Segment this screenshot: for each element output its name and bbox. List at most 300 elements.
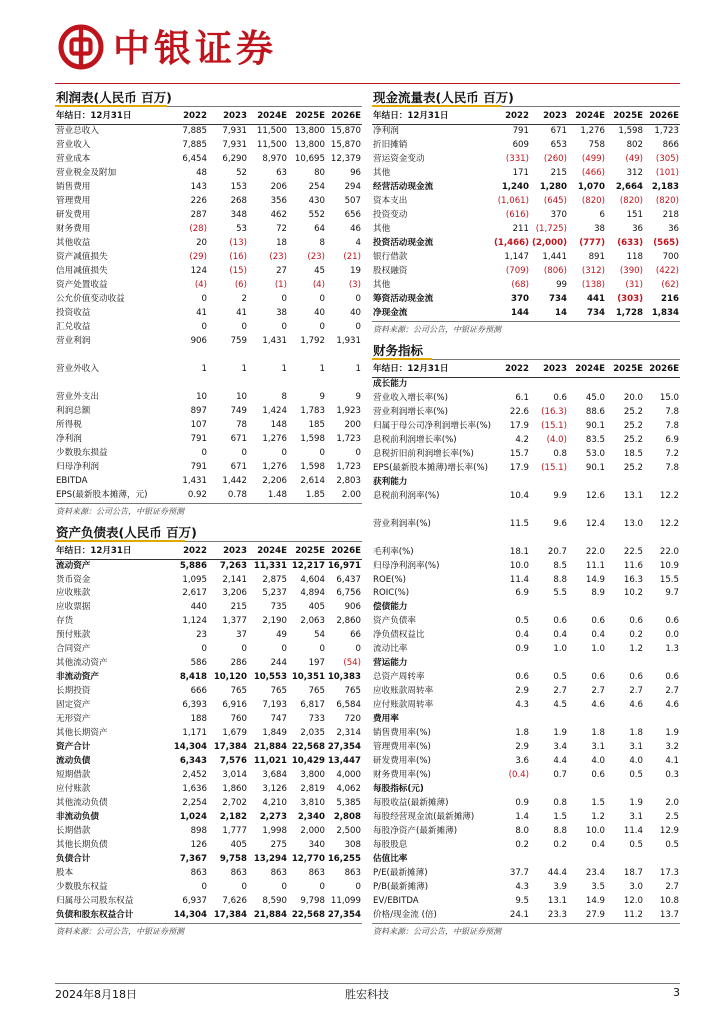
table-row — [55, 699, 362, 713]
table-row — [372, 279, 680, 293]
row-label-cell: 其他长期负债 — [56, 840, 108, 851]
row-label-cell — [55, 377, 171, 391]
table-row — [55, 251, 362, 265]
value-cell: 0 — [281, 293, 287, 304]
value-cell: 4.6 — [591, 700, 605, 711]
value-cell: 0.8 — [553, 448, 567, 459]
value-cell: 0.5 — [629, 770, 643, 781]
value-cell: 37 — [236, 630, 247, 641]
table-row — [55, 223, 362, 237]
table-header-row — [372, 110, 680, 124]
row-label-cell: 获利能力 — [373, 476, 408, 487]
value-cell: 3.4 — [553, 742, 567, 753]
value-cell: 22.0 — [659, 546, 679, 557]
row-label-cell: 每股股息 — [373, 840, 408, 851]
value-cell: 3.2 — [665, 742, 679, 753]
table-row — [372, 783, 680, 797]
value-cell: 16,255 — [327, 854, 361, 865]
value-cell: (633) — [617, 237, 643, 248]
table-row — [372, 265, 680, 279]
table-row — [372, 139, 680, 153]
header-label-cell: 年结日：12月31日 — [56, 545, 132, 556]
value-cell — [606, 532, 644, 546]
value-cell: 20.7 — [547, 546, 567, 557]
table-row — [55, 825, 362, 839]
value-cell: 0 — [355, 882, 361, 893]
value-cell: 153 — [230, 181, 247, 192]
right-column — [372, 90, 680, 940]
value-cell: 3.1 — [591, 742, 605, 753]
row-label-cell: 筹资活动现金流 — [373, 293, 434, 304]
value-cell: 0 — [319, 644, 325, 655]
value-cell: (1) — [274, 279, 287, 290]
value-cell: (1,061) — [497, 195, 529, 206]
table-row — [55, 321, 362, 335]
table-row — [55, 671, 362, 685]
table-row — [55, 489, 362, 503]
value-cell: 10,695 — [294, 153, 325, 164]
row-label-cell: 营业总收入 — [56, 125, 99, 136]
value-cell: 53 — [236, 223, 247, 234]
footer-page-number: 3 — [673, 986, 680, 999]
value-cell: 14.9 — [585, 574, 605, 585]
row-label-cell: 其他 — [373, 167, 391, 178]
value-cell: 9.6 — [553, 518, 567, 529]
value-cell: (2,000) — [531, 237, 567, 248]
table-row — [55, 265, 362, 279]
row-label-cell: 财务费用率(%) — [373, 770, 431, 781]
table-row — [372, 532, 680, 546]
value-cell — [208, 377, 248, 391]
value-cell: 863 — [230, 868, 247, 879]
value-cell: 0 — [281, 644, 287, 655]
value-cell: 2.7 — [591, 686, 605, 697]
value-cell: (260) — [543, 153, 567, 164]
row-label-cell: 销售费用率(%) — [373, 728, 431, 739]
value-cell: 9.9 — [553, 490, 567, 501]
value-cell: 1,723 — [336, 433, 361, 444]
value-cell: 36 — [668, 223, 679, 234]
value-cell: (54) — [343, 658, 361, 669]
value-cell: 1,276 — [262, 461, 287, 472]
value-cell: 13.1 — [623, 490, 643, 501]
table-row — [55, 349, 362, 363]
value-cell: 666 — [190, 686, 207, 697]
value-cell — [492, 853, 530, 867]
value-cell: 3.9 — [553, 882, 567, 893]
value-cell: 1,636 — [182, 784, 207, 795]
value-cell: 1,095 — [182, 574, 207, 585]
value-cell: (4) — [312, 279, 325, 290]
value-cell: 144 — [511, 307, 529, 318]
section-rule — [55, 541, 362, 542]
row-label-cell: 固定资产 — [56, 700, 91, 711]
value-cell: 90.1 — [585, 420, 605, 431]
table-row — [372, 167, 680, 181]
value-cell: 15.7 — [509, 448, 529, 459]
value-cell: 9,798 — [300, 896, 325, 907]
value-cell: 11.6 — [623, 560, 643, 571]
row-label-cell: 股本 — [56, 868, 74, 879]
value-cell: 12.2 — [659, 518, 679, 529]
value-cell: 24.1 — [509, 910, 529, 921]
value-cell: 27 — [276, 265, 287, 276]
value-cell: 1.8 — [591, 728, 605, 739]
value-cell: (820) — [655, 195, 679, 206]
value-cell: 3.1 — [629, 742, 643, 753]
value-cell: 6.1 — [515, 392, 529, 403]
table-row — [55, 559, 362, 573]
value-cell — [530, 532, 568, 546]
value-cell: 2,273 — [259, 812, 287, 823]
value-cell: 6,584 — [336, 700, 361, 711]
value-cell: 0 — [201, 293, 207, 304]
value-cell: 268 — [230, 195, 247, 206]
value-cell: 1,377 — [222, 616, 247, 627]
value-cell: 12.2 — [659, 490, 679, 501]
value-cell: 2,254 — [182, 798, 207, 809]
table-row — [55, 167, 362, 181]
value-cell: 9.5 — [515, 896, 529, 907]
value-cell: (820) — [619, 195, 643, 206]
value-cell: 11.4 — [623, 826, 643, 837]
table-row — [372, 769, 680, 783]
value-cell: 734 — [549, 293, 567, 304]
value-cell: 791 — [190, 461, 207, 472]
value-cell: (62) — [661, 279, 679, 290]
value-cell: 0.6 — [591, 616, 605, 627]
value-cell: 2.9 — [515, 686, 529, 697]
value-cell: 4.6 — [629, 700, 643, 711]
value-cell: 897 — [190, 405, 207, 416]
value-cell: 126 — [190, 840, 207, 851]
value-cell: (331) — [505, 153, 529, 164]
value-cell: 211 — [512, 223, 529, 234]
table-row — [372, 546, 680, 560]
row-label-cell — [55, 349, 171, 363]
value-cell — [606, 713, 644, 727]
value-cell: 0 — [241, 882, 247, 893]
value-cell: 124 — [190, 265, 207, 276]
header-year-cell: 2025E — [295, 111, 325, 121]
value-cell: 2,500 — [336, 826, 361, 837]
row-label-cell: 负债合计 — [56, 854, 91, 865]
value-cell: 653 — [550, 139, 567, 150]
value-cell: 4.3 — [515, 882, 529, 893]
row-label-cell: 经营活动现金流 — [373, 181, 434, 192]
value-cell: 17.9 — [509, 420, 529, 431]
value-cell: 370 — [550, 209, 567, 220]
value-cell: 2.7 — [665, 686, 679, 697]
value-cell: 72 — [276, 223, 287, 234]
value-cell: 0 — [281, 447, 287, 458]
value-cell: 9 — [319, 391, 325, 402]
value-cell: 8.0 — [515, 826, 529, 837]
value-cell: 1,834 — [651, 307, 679, 318]
value-cell: 0.6 — [553, 392, 567, 403]
bank-of-china-logo-icon — [58, 24, 104, 70]
value-cell: 171 — [512, 167, 529, 178]
table-row — [55, 755, 362, 769]
value-cell: (777) — [579, 237, 605, 248]
table-row — [372, 574, 680, 588]
header-year-cell: 2022 — [505, 363, 529, 374]
value-cell: (21) — [343, 251, 361, 262]
value-cell: 1.0 — [591, 644, 605, 655]
value-cell: (709) — [505, 265, 529, 276]
value-cell: 45.0 — [585, 392, 605, 403]
row-label-cell: 少数股东损益 — [56, 447, 108, 458]
value-cell: 0.78 — [227, 489, 247, 500]
balance-sheet-table — [55, 545, 362, 924]
value-cell: 10,429 — [291, 756, 325, 767]
value-cell: 0.7 — [553, 770, 567, 781]
value-cell: 215 — [230, 602, 247, 613]
value-cell: (23) — [307, 251, 325, 262]
value-cell — [568, 504, 606, 518]
value-cell: 441 — [587, 293, 605, 304]
value-cell: 1,424 — [262, 405, 287, 416]
value-cell: 405 — [308, 602, 325, 613]
value-cell: 7,931 — [222, 139, 247, 150]
table-row — [372, 825, 680, 839]
row-label-cell: 估值比率 — [373, 854, 408, 865]
value-cell: 0 — [241, 321, 247, 332]
row-label-cell: 流动比率 — [373, 644, 408, 655]
value-cell — [288, 377, 326, 391]
value-cell: 4.5 — [553, 700, 567, 711]
value-cell: 760 — [230, 714, 247, 725]
value-cell: 48 — [196, 167, 207, 178]
row-label-cell: 息税前利润增长率(%) — [373, 434, 457, 445]
income-source-note: 资料来源：公司公告，中银证券预测 — [55, 503, 362, 520]
value-cell: 3.5 — [591, 882, 605, 893]
row-label-cell: 总资产周转率 — [373, 672, 425, 683]
row-label-cell: 研发费用率(%) — [373, 756, 431, 767]
value-cell: (15.1) — [541, 420, 567, 431]
table-row — [372, 518, 680, 532]
value-cell: 0 — [355, 644, 361, 655]
value-cell: 1,998 — [262, 826, 287, 837]
row-label-cell: 存货 — [56, 616, 74, 627]
value-cell: 1.8 — [629, 728, 643, 739]
header-year-cell: 2026E — [649, 363, 679, 374]
row-label-cell: 每股净资产(最新摊薄) — [373, 826, 458, 837]
value-cell: 765 — [344, 686, 361, 697]
value-cell: 0.0 — [665, 630, 679, 641]
row-label-cell: 管理费用率(%) — [373, 742, 431, 753]
value-cell: 0.6 — [553, 616, 567, 627]
value-cell: 0.5 — [515, 616, 529, 627]
value-cell: 8.8 — [553, 826, 567, 837]
value-cell: 10 — [236, 391, 247, 402]
value-cell: 99 — [556, 279, 567, 290]
value-cell: 1.8 — [515, 728, 529, 739]
table-row — [55, 377, 362, 391]
table-row — [55, 335, 362, 349]
value-cell: 27.9 — [585, 910, 605, 921]
value-cell — [530, 504, 568, 518]
value-cell — [530, 713, 568, 727]
value-cell: 88.6 — [585, 406, 605, 417]
value-cell: 244 — [270, 658, 287, 669]
table-row — [372, 209, 680, 223]
value-cell: 0.8 — [553, 798, 567, 809]
value-cell: 0 — [281, 321, 287, 332]
value-cell: 0.4 — [591, 840, 605, 851]
value-cell: 0.6 — [665, 672, 679, 683]
financial-ratios-table — [372, 363, 680, 923]
value-cell: 13.7 — [659, 910, 679, 921]
page-header — [0, 0, 724, 90]
header-year-cell: 2026E — [331, 111, 361, 121]
value-cell: 11,331 — [253, 560, 287, 571]
table-row — [372, 420, 680, 434]
value-cell: 0 — [241, 644, 247, 655]
value-cell: 4,210 — [262, 798, 287, 809]
row-label-cell: ROIC(%) — [373, 588, 410, 599]
table-row — [372, 223, 680, 237]
value-cell — [530, 476, 568, 490]
value-cell: 1 — [355, 363, 361, 374]
row-label-cell: EV/EBITDA — [373, 896, 419, 907]
left-column — [55, 90, 362, 940]
value-cell: 25.2 — [623, 462, 643, 473]
value-cell: 2,819 — [300, 784, 325, 795]
row-label-cell: 毛利率(%) — [373, 546, 414, 557]
value-cell: 0 — [201, 447, 207, 458]
table-header-row — [55, 110, 362, 124]
value-cell: 25.2 — [623, 420, 643, 431]
value-cell: 27,354 — [327, 742, 361, 753]
value-cell: 2.9 — [515, 742, 529, 753]
value-cell: 23.4 — [585, 868, 605, 879]
value-cell: 765 — [230, 686, 247, 697]
table-row — [372, 251, 680, 265]
value-cell: 1.4 — [515, 812, 529, 823]
value-cell: 15,870 — [330, 125, 361, 136]
value-cell: 80 — [314, 167, 325, 178]
value-cell: 7,576 — [219, 756, 247, 767]
row-label-cell: 应收票据 — [56, 602, 91, 613]
value-cell: 11.5 — [509, 518, 529, 529]
value-cell: 15.5 — [659, 574, 679, 585]
value-cell — [568, 853, 606, 867]
value-cell: 2,206 — [262, 475, 287, 486]
header-year-cell: 2026E — [331, 545, 361, 556]
row-label-cell: 公允价值变动收益 — [56, 293, 125, 304]
value-cell: 0.3 — [665, 770, 679, 781]
value-cell: 185 — [308, 419, 325, 430]
value-cell: 0.2 — [515, 840, 529, 851]
value-cell: 4 — [355, 237, 361, 248]
financial-ratios-title: 财务指标 — [373, 342, 424, 358]
value-cell: 7,367 — [179, 854, 207, 865]
value-cell: 6,916 — [222, 700, 247, 711]
value-cell: (0.4) — [508, 770, 529, 781]
row-label-cell: 其他收益 — [56, 237, 91, 248]
value-cell: 1,240 — [501, 181, 529, 192]
value-cell: 863 — [344, 868, 361, 879]
value-cell: 4.0 — [591, 756, 605, 767]
value-cell: 4,062 — [336, 784, 361, 795]
row-label-cell: 营业利润 — [56, 335, 91, 346]
table-row — [372, 811, 680, 825]
value-cell: 4,604 — [300, 574, 325, 585]
value-cell: 2,141 — [222, 574, 247, 585]
section-rule — [372, 106, 680, 107]
value-cell: 906 — [344, 602, 361, 613]
value-cell: 0 — [281, 882, 287, 893]
value-cell: 370 — [511, 293, 529, 304]
value-cell: 0.9 — [515, 644, 529, 655]
value-cell: 1,723 — [654, 125, 679, 136]
value-cell: 45 — [314, 265, 325, 276]
value-cell: 18.7 — [623, 868, 643, 879]
row-label-cell: 每股收益(最新摊薄) — [373, 798, 449, 809]
table-row — [55, 797, 362, 811]
cashflow-statement-title: 现金流量表(人民币 百万) — [373, 90, 514, 105]
value-cell: (806) — [543, 265, 567, 276]
value-cell: 2,340 — [297, 812, 325, 823]
value-cell — [530, 783, 568, 797]
row-label-cell: 流动负债 — [56, 756, 91, 767]
value-cell: 2.7 — [629, 686, 643, 697]
value-cell — [492, 783, 530, 797]
table-row — [55, 853, 362, 867]
value-cell: 3,014 — [222, 770, 247, 781]
table-row — [55, 741, 362, 755]
value-cell: 10 — [196, 391, 207, 402]
value-cell: 23.3 — [547, 910, 567, 921]
value-cell: 1,171 — [182, 728, 207, 739]
value-cell — [492, 476, 530, 490]
value-cell: 8,970 — [262, 153, 287, 164]
value-cell: 866 — [662, 139, 679, 150]
value-cell: 20 — [196, 237, 207, 248]
value-cell: 2.0 — [665, 798, 679, 809]
table-row — [55, 363, 362, 377]
table-row — [55, 685, 362, 699]
value-cell: 356 — [270, 195, 287, 206]
value-cell: 7.8 — [665, 406, 679, 417]
value-cell — [606, 657, 644, 671]
table-row — [55, 293, 362, 307]
value-cell: 3.6 — [515, 756, 529, 767]
table-row — [372, 867, 680, 881]
row-label-cell: 股权融资 — [373, 265, 408, 276]
value-cell: 6,437 — [336, 574, 361, 585]
table-row — [372, 490, 680, 504]
value-cell: 0.6 — [629, 616, 643, 627]
value-cell: 294 — [344, 181, 361, 192]
value-cell — [644, 657, 680, 671]
value-cell: (4) — [194, 279, 207, 290]
value-cell: 53.0 — [585, 448, 605, 459]
row-label-cell: 归母净利润率(%) — [373, 560, 440, 571]
value-cell: 0.9 — [515, 798, 529, 809]
value-cell: 507 — [344, 195, 361, 206]
value-cell: 11.4 — [509, 574, 529, 585]
table-row — [372, 307, 680, 321]
value-cell: 37.7 — [509, 868, 529, 879]
value-cell: 759 — [230, 335, 247, 346]
row-label-cell: 研发费用 — [56, 209, 91, 220]
value-cell: 1 — [319, 363, 325, 374]
value-cell — [248, 349, 288, 363]
value-cell: 0.5 — [665, 840, 679, 851]
row-label-cell: 投资活动现金流 — [373, 237, 434, 248]
